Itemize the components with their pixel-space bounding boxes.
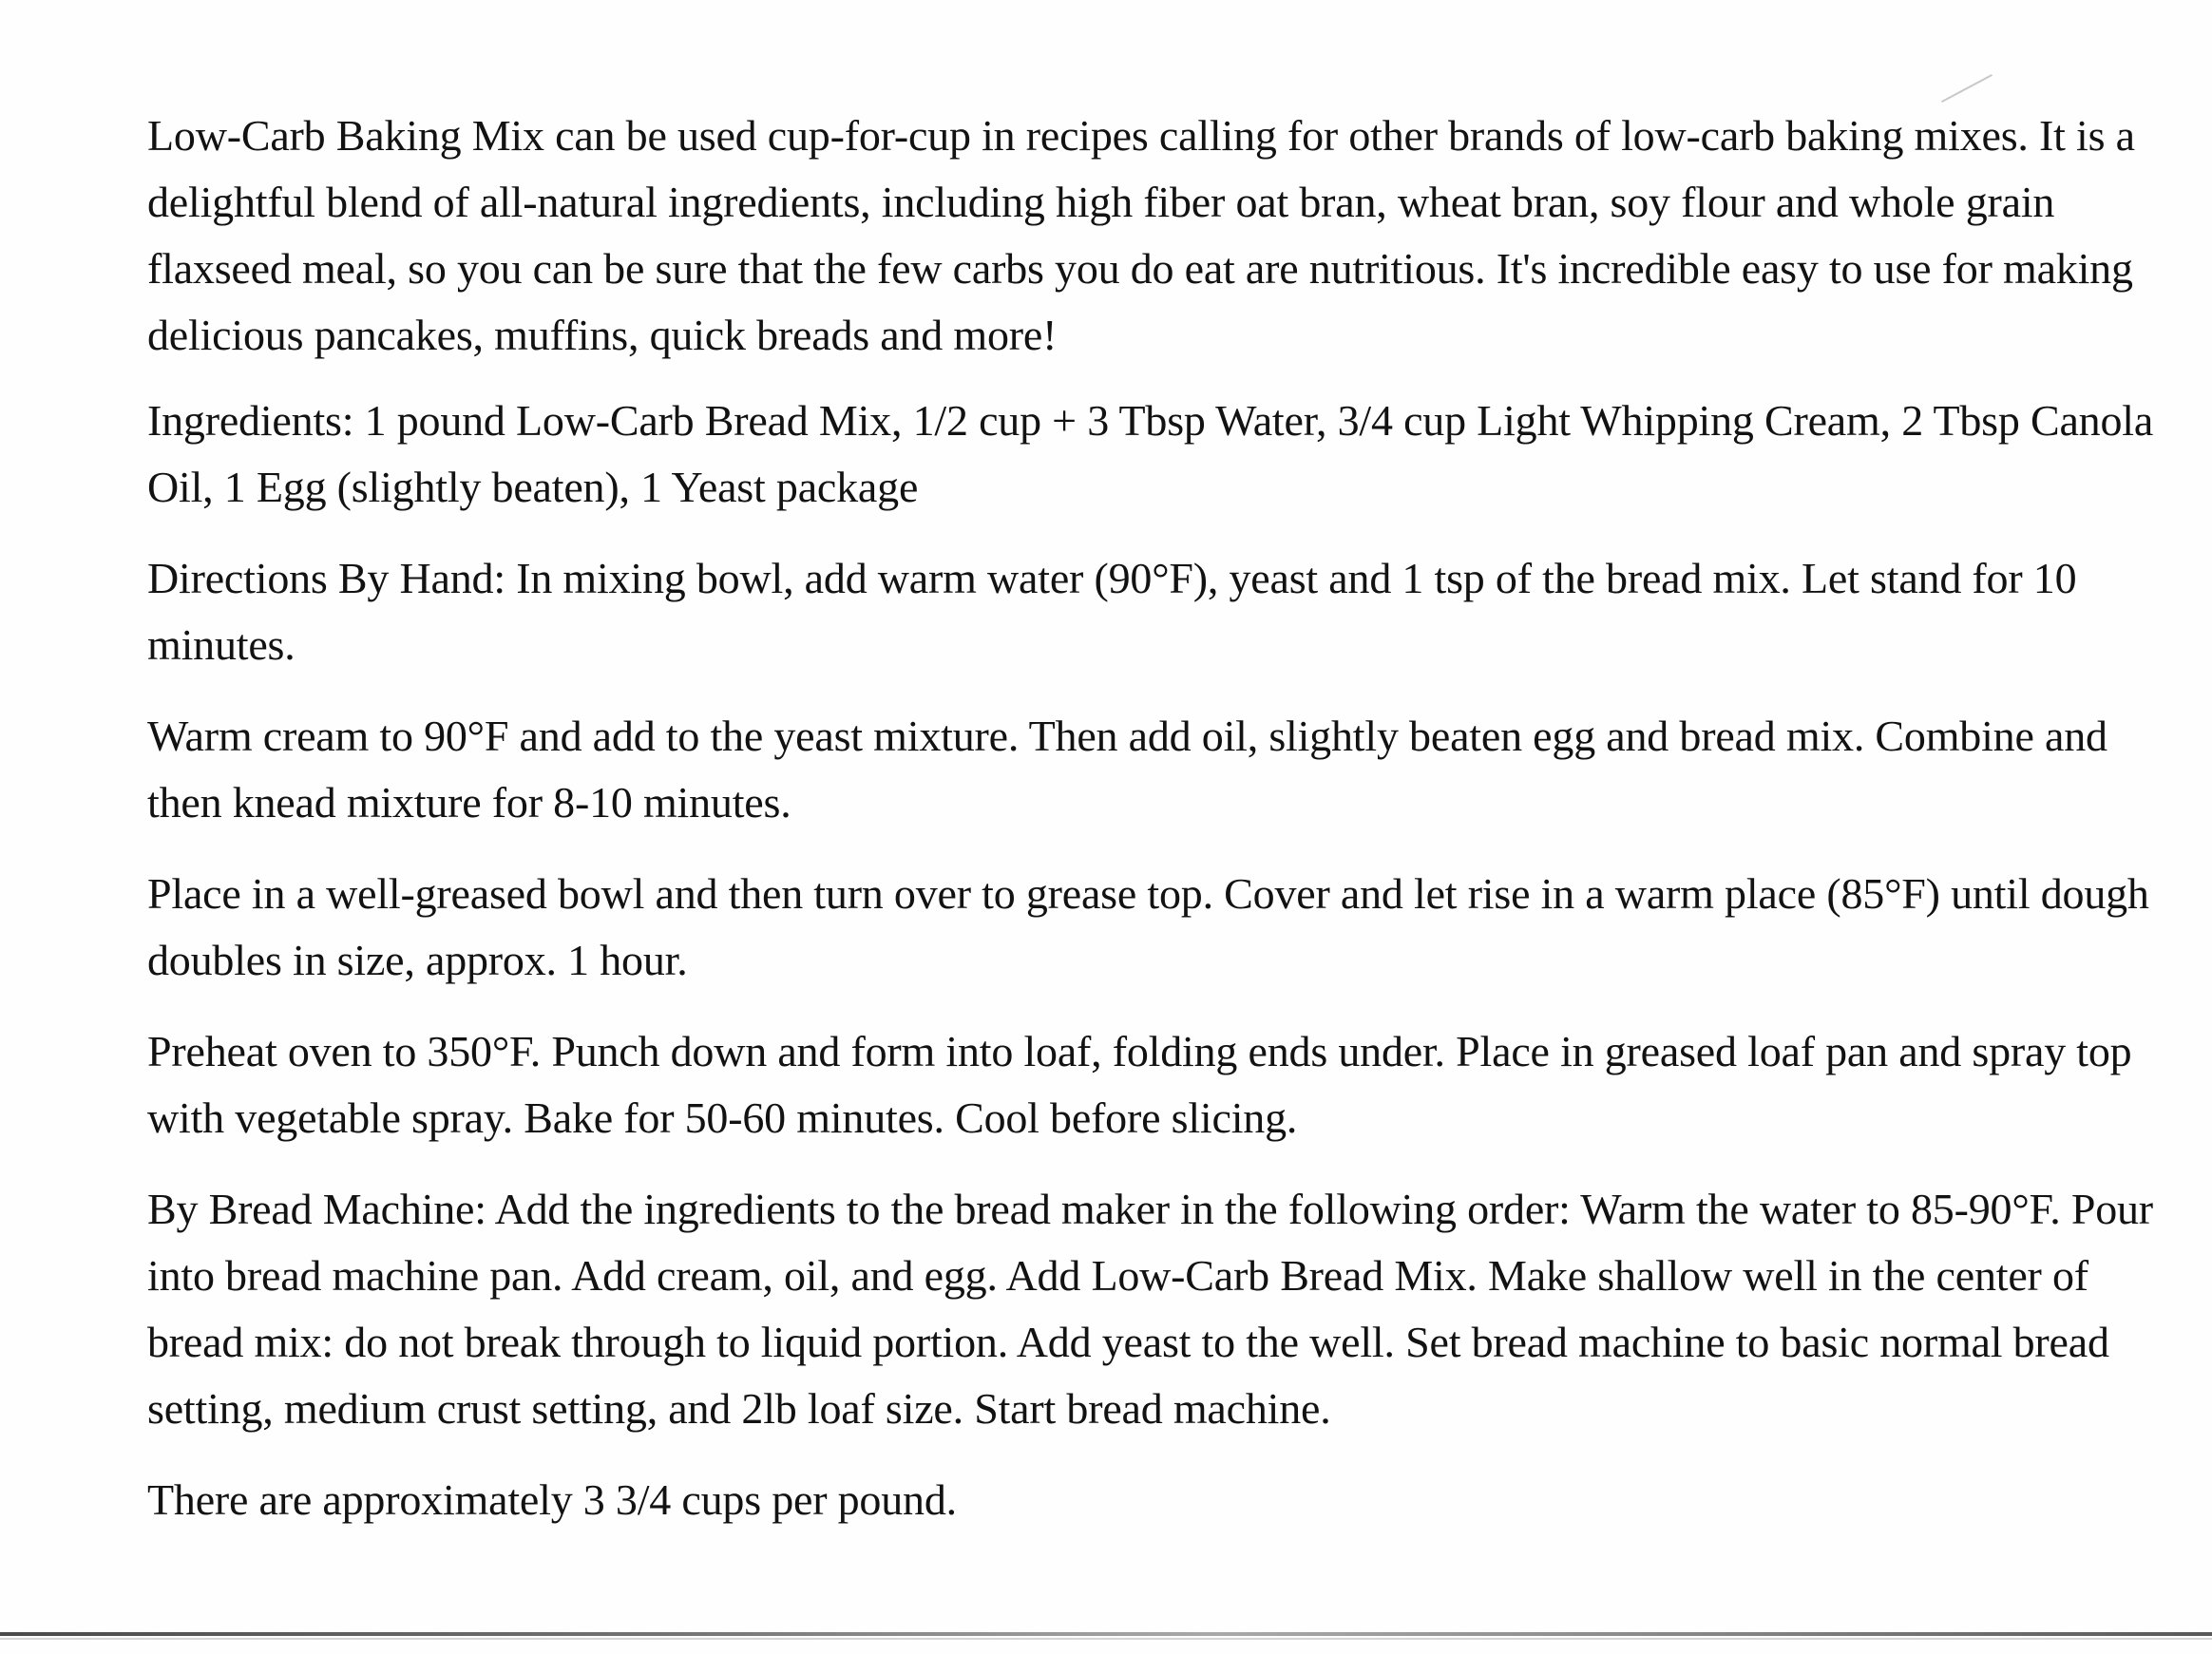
scan-artifact-mark xyxy=(1941,74,1993,103)
paragraph-directions-by-hand: Directions By Hand: In mixing bowl, add warm water (90°F), yeast and 1 tsp of the bread mix. Let stand for 10 minutes. xyxy=(147,554,2077,669)
paragraph-ingredients: Ingredients: 1 pound Low-Carb Bread Mix, 1/2 cup + 3 Tbsp Water, 3/4 cup Light Whipping Cream, 2 Tbsp Canola Oil, 1 Egg (slightly beaten), 1 Yeast package xyxy=(147,396,2154,511)
paragraph-rise: Place in a well-greased bowl and then turn over to grease top. Cover and let rise in a warm place (85°F) until dough doubles in size, approx. 1 hour. xyxy=(147,869,2149,984)
recipe-text-block xyxy=(147,103,2162,1558)
paragraph-warm-cream: Warm cream to 90°F and add to the yeast mixture. Then add oil, slightly beaten egg and bread mix. Combine and then knead mixture for 8-10 minutes. xyxy=(147,712,2107,827)
paragraph-bread-machine: By Bread Machine: Add the ingredients to the bread maker in the following order: Warm the water to 85-90°F. Pour into bread machine pan. Add cream, oil, and egg. Add Low-Carb Bread Mix. Make shallow well in the center of bread mix: do not break through to liquid portion. Add yeast to the well. Set bread machine to basic normal bread setting, medium crust setting, and 2lb loaf size. Start bread machine. xyxy=(147,1185,2153,1433)
page-bottom-edge xyxy=(0,1632,2212,1636)
paragraph-intro: Low-Carb Baking Mix can be used cup-for-cup in recipes calling for other brands of low-carb baking mixes. It is a delightful blend of all-natural ingredients, including high fiber oat bran, wheat bran, soy flour and whole grain flaxseed meal, so you can be sure that the few carbs you do eat are nutritious. It's incredible easy to use for making delicious pancakes, muffins, quick breads and more! xyxy=(147,111,2135,359)
paragraph-bake: Preheat oven to 350°F. Punch down and form into loaf, folding ends under. Place in greased loaf pan and spray top with vegetable spray. Bake for 50-60 minutes. Cool before slicing. xyxy=(147,1027,2132,1142)
paragraph-yield: There are approximately 3 3/4 cups per pound. xyxy=(147,1475,957,1524)
page-bottom-edge-shadow xyxy=(0,1638,2212,1640)
